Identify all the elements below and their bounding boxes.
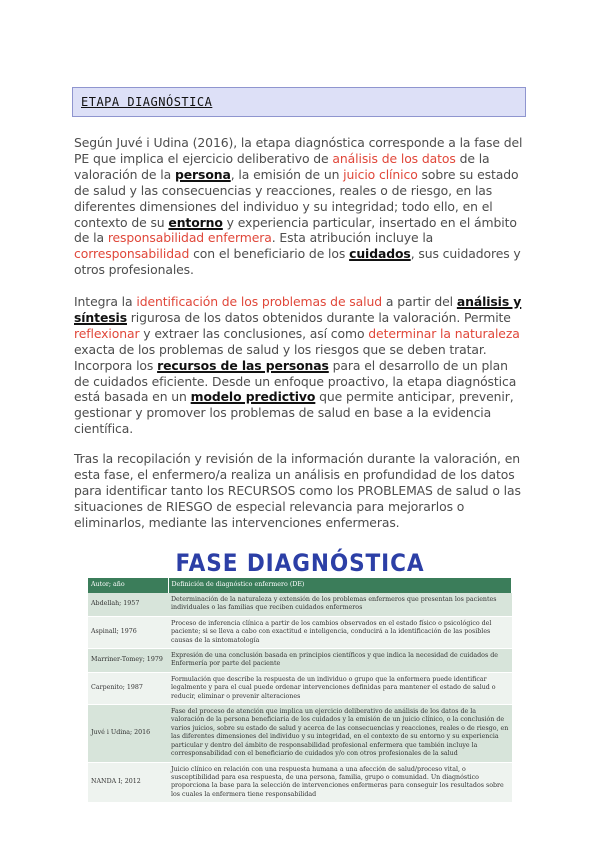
text-segment: a partir del: [382, 294, 457, 309]
text-segment: Integra la: [74, 294, 137, 309]
keyword-recursos: recursos de las personas: [157, 357, 329, 373]
keyword-modelo-predictivo: modelo predictivo: [190, 389, 316, 405]
paragraph-recopilacion: Tras la recopilación y revisión de la información durante la valoración, en esta fase, el enfermero/a realiza un análisis en profundidad de los datos para identificar tanto los RECURSOS como los PROBLEMAS de salud o las situaciones de RIESGO de especial relevancia para mejorarlos o eliminarlos, mediante las intervenciones enfermeras.: [74, 451, 521, 530]
text-segment: sobre su estado de salud y las consecuencias y reacciones, reales o de riesgo, en las diferentes dimensiones del individuo y su integridad; todo ello, en el contexto de su: [74, 166, 519, 230]
text-segment: rigurosa de los datos obtenidos durante la valoración. Permite: [126, 309, 511, 325]
column-header-definition: Definición de diagnóstico enfermero (DE): [168, 578, 512, 593]
text-segment: , la emisión de un: [230, 166, 344, 182]
text-segment: para el desarrollo de un plan de cuidados eficiente. Desde un enfoque proactivo, la etapa diagnóstica está basada en un: [74, 357, 517, 405]
cell-definition: Determinación de la naturaleza y extensión de los problemas enfermeros que presentan los pacientes individuales o las familias que reciben cuidados enfermeros: [168, 593, 512, 616]
table-row: [88, 593, 512, 616]
cell-author: NANDA I; 2012: [88, 762, 168, 803]
text-segment: con el beneficiario de los: [189, 246, 350, 262]
section-header: [72, 87, 526, 117]
keyword-cuidados: cuidados: [349, 246, 411, 262]
cell-author: Marriner-Tomey; 1979: [88, 649, 168, 673]
paragraph-definition: [74, 135, 526, 278]
text-segment: y experiencia particular, insertado en el ámbito de la: [74, 214, 517, 246]
highlight-identificacion: identificación de los problemas de salud: [136, 294, 383, 309]
definitions-table: [88, 578, 512, 803]
table-row: [88, 762, 512, 803]
cell-definition: Formulación que describe la respuesta de un individuo o grupo que la enfermera puede identificar legalmente y para el cual puede ordenar intervenciones definidas para mantener el estado de salud o reducir, eliminar o prevenir alteraciones: [168, 672, 512, 704]
cell-author: Aspinall; 1976: [88, 616, 168, 648]
paragraph-integra: [74, 294, 526, 437]
text-segment: , sus cuidadores y otros profesionales.: [74, 246, 521, 278]
text-segment: y extraer las conclusiones, así como: [139, 325, 369, 341]
cell-definition: Fase del proceso de atención que implica un ejercicio deliberativo de análisis de los datos de la valoración de la persona beneficiaria de los cuidados y la emisión de un juicio clínico, o la conclusión de varios juicios, sobre su estado de salud y acerca de las consecuencias y reacciones, reales o de riesgo, en las diferentes dimensiones del individuo y su integridad, en el contexto de su entorno y su experiencia particular y dentro del ámbito de responsabilidad profesional enfermera que también incluye la corresponsabilidad con el beneficiario de cuidados y/o con otros profesionales de la salud: [168, 705, 512, 762]
keyword-analisis-sintesis: análisis y síntesis: [74, 294, 522, 325]
table-row: [88, 649, 512, 673]
table-row: [88, 672, 512, 704]
table-row: [88, 705, 512, 762]
highlight-determinar: determinar la naturaleza: [368, 325, 520, 341]
highlight-responsabilidad: responsabilidad enfermera: [107, 230, 272, 246]
text-segment: de la valoración de la: [74, 150, 490, 182]
text-segment: . Esta atribución incluye la: [271, 230, 434, 246]
cell-author: Abdellah; 1957: [88, 593, 168, 616]
table-header-row: [88, 578, 512, 593]
table-row: [88, 616, 512, 648]
keyword-entorno: entorno: [168, 214, 223, 230]
cell-definition: Expresión de una conclusión basada en principios científicos y que indica la necesidad de cuidados de Enfermería por parte del paciente: [168, 649, 512, 673]
highlight-juicio-clinico: juicio clínico: [343, 166, 418, 182]
section-title: ETAPA DIAGNÓSTICA: [81, 95, 213, 109]
cell-author: Carpenito; 1987: [88, 672, 168, 704]
highlight-analisis-datos: análisis de los datos: [332, 150, 456, 166]
column-header-author: Autor; año: [88, 578, 168, 593]
text-segment: que permite anticipar, prevenir, gestionar y promover los problemas de salud en base a la evidencia científica.: [74, 389, 514, 437]
highlight-reflexionar: reflexionar: [74, 325, 140, 341]
text-segment: Según Juvé i Udina (2016), la etapa diagnóstica corresponde a la fase del PE que implica el ejercicio deliberativo de: [74, 135, 523, 166]
keyword-persona: persona: [174, 166, 231, 182]
cell-definition: Proceso de inferencia clínica a partir de los cambios observados en el estado físico o psicológico del paciente; si se lleva a cabo con exactitud e inteligencia, conducirá a la identificación de las posibles causas de la sintomatología: [168, 616, 512, 648]
highlight-corresponsabilidad: corresponsabilidad: [74, 246, 190, 262]
cell-author: Juvé i Udina; 2016: [88, 705, 168, 762]
cell-definition: Juicio clínico en relación con una respuesta humana a una afección de salud/proceso vital, o susceptibilidad para esa respuesta, de una persona, familia, grupo o comunidad. Un diagnóstico proporciona la base para la selección de intervenciones enfermeras para conseguir los resultados sobre los cuales la enfermera tiene responsabilidad: [168, 762, 512, 803]
figure-title: FASE DIAGNÓSTICA: [175, 549, 425, 577]
text-segment: exacta de los problemas de salud y los riesgos que se deben tratar. Incorpora los: [74, 341, 487, 373]
